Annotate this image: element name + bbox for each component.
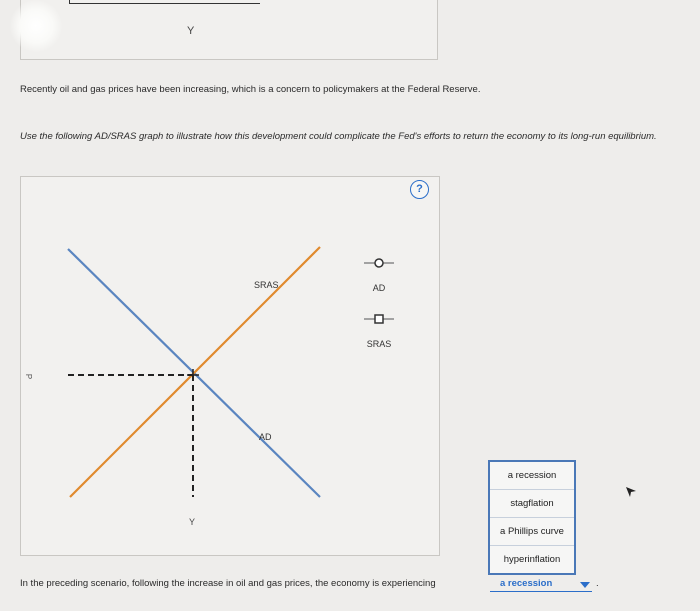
circle-point-tool-icon (354, 256, 404, 270)
help-button[interactable]: ? (410, 180, 429, 199)
square-point-tool-icon (354, 312, 404, 326)
ad-tool[interactable] (354, 256, 404, 293)
chevron-down-icon (580, 582, 590, 588)
answer-select[interactable] (490, 577, 592, 592)
answer-dropdown-menu[interactable] (488, 460, 576, 575)
ad-curve-label: AD (259, 432, 272, 442)
price-axis-label: P (24, 373, 34, 380)
dropdown-option-phillips-curve[interactable]: a Phillips curve (490, 518, 574, 546)
answer-selected-value: a recession (500, 578, 553, 589)
dropdown-option-recession[interactable]: a recession (490, 462, 574, 490)
question-instruction: Use the following AD/SRAS graph to illustrate how this development could complicate the Fed's efforts to return the economy to its long-run equilibrium. (20, 131, 657, 142)
dropdown-option-hyperinflation[interactable]: hyperinflation (503, 554, 561, 565)
answer-prompt: In the preceding scenario, following the increase in oil and gas prices, the economy is experiencing (20, 578, 436, 589)
sras-tool-label: SRAS (366, 339, 392, 349)
output-axis-label: Y (189, 517, 196, 527)
question-intro: Recently oil and gas prices have been increasing, which is a concern to policymakers at the Federal Reserve. (20, 84, 481, 95)
dropdown-option-stagflation[interactable]: stagflation (490, 490, 574, 518)
mouse-cursor-icon (624, 485, 638, 499)
sras-curve-label: SRAS (254, 280, 279, 290)
ad-tool-label: AD (372, 283, 386, 293)
previous-graph-y-axis-label: Y (187, 25, 195, 37)
answer-end-punctuation: . (596, 578, 599, 589)
sras-tool[interactable] (354, 312, 404, 349)
